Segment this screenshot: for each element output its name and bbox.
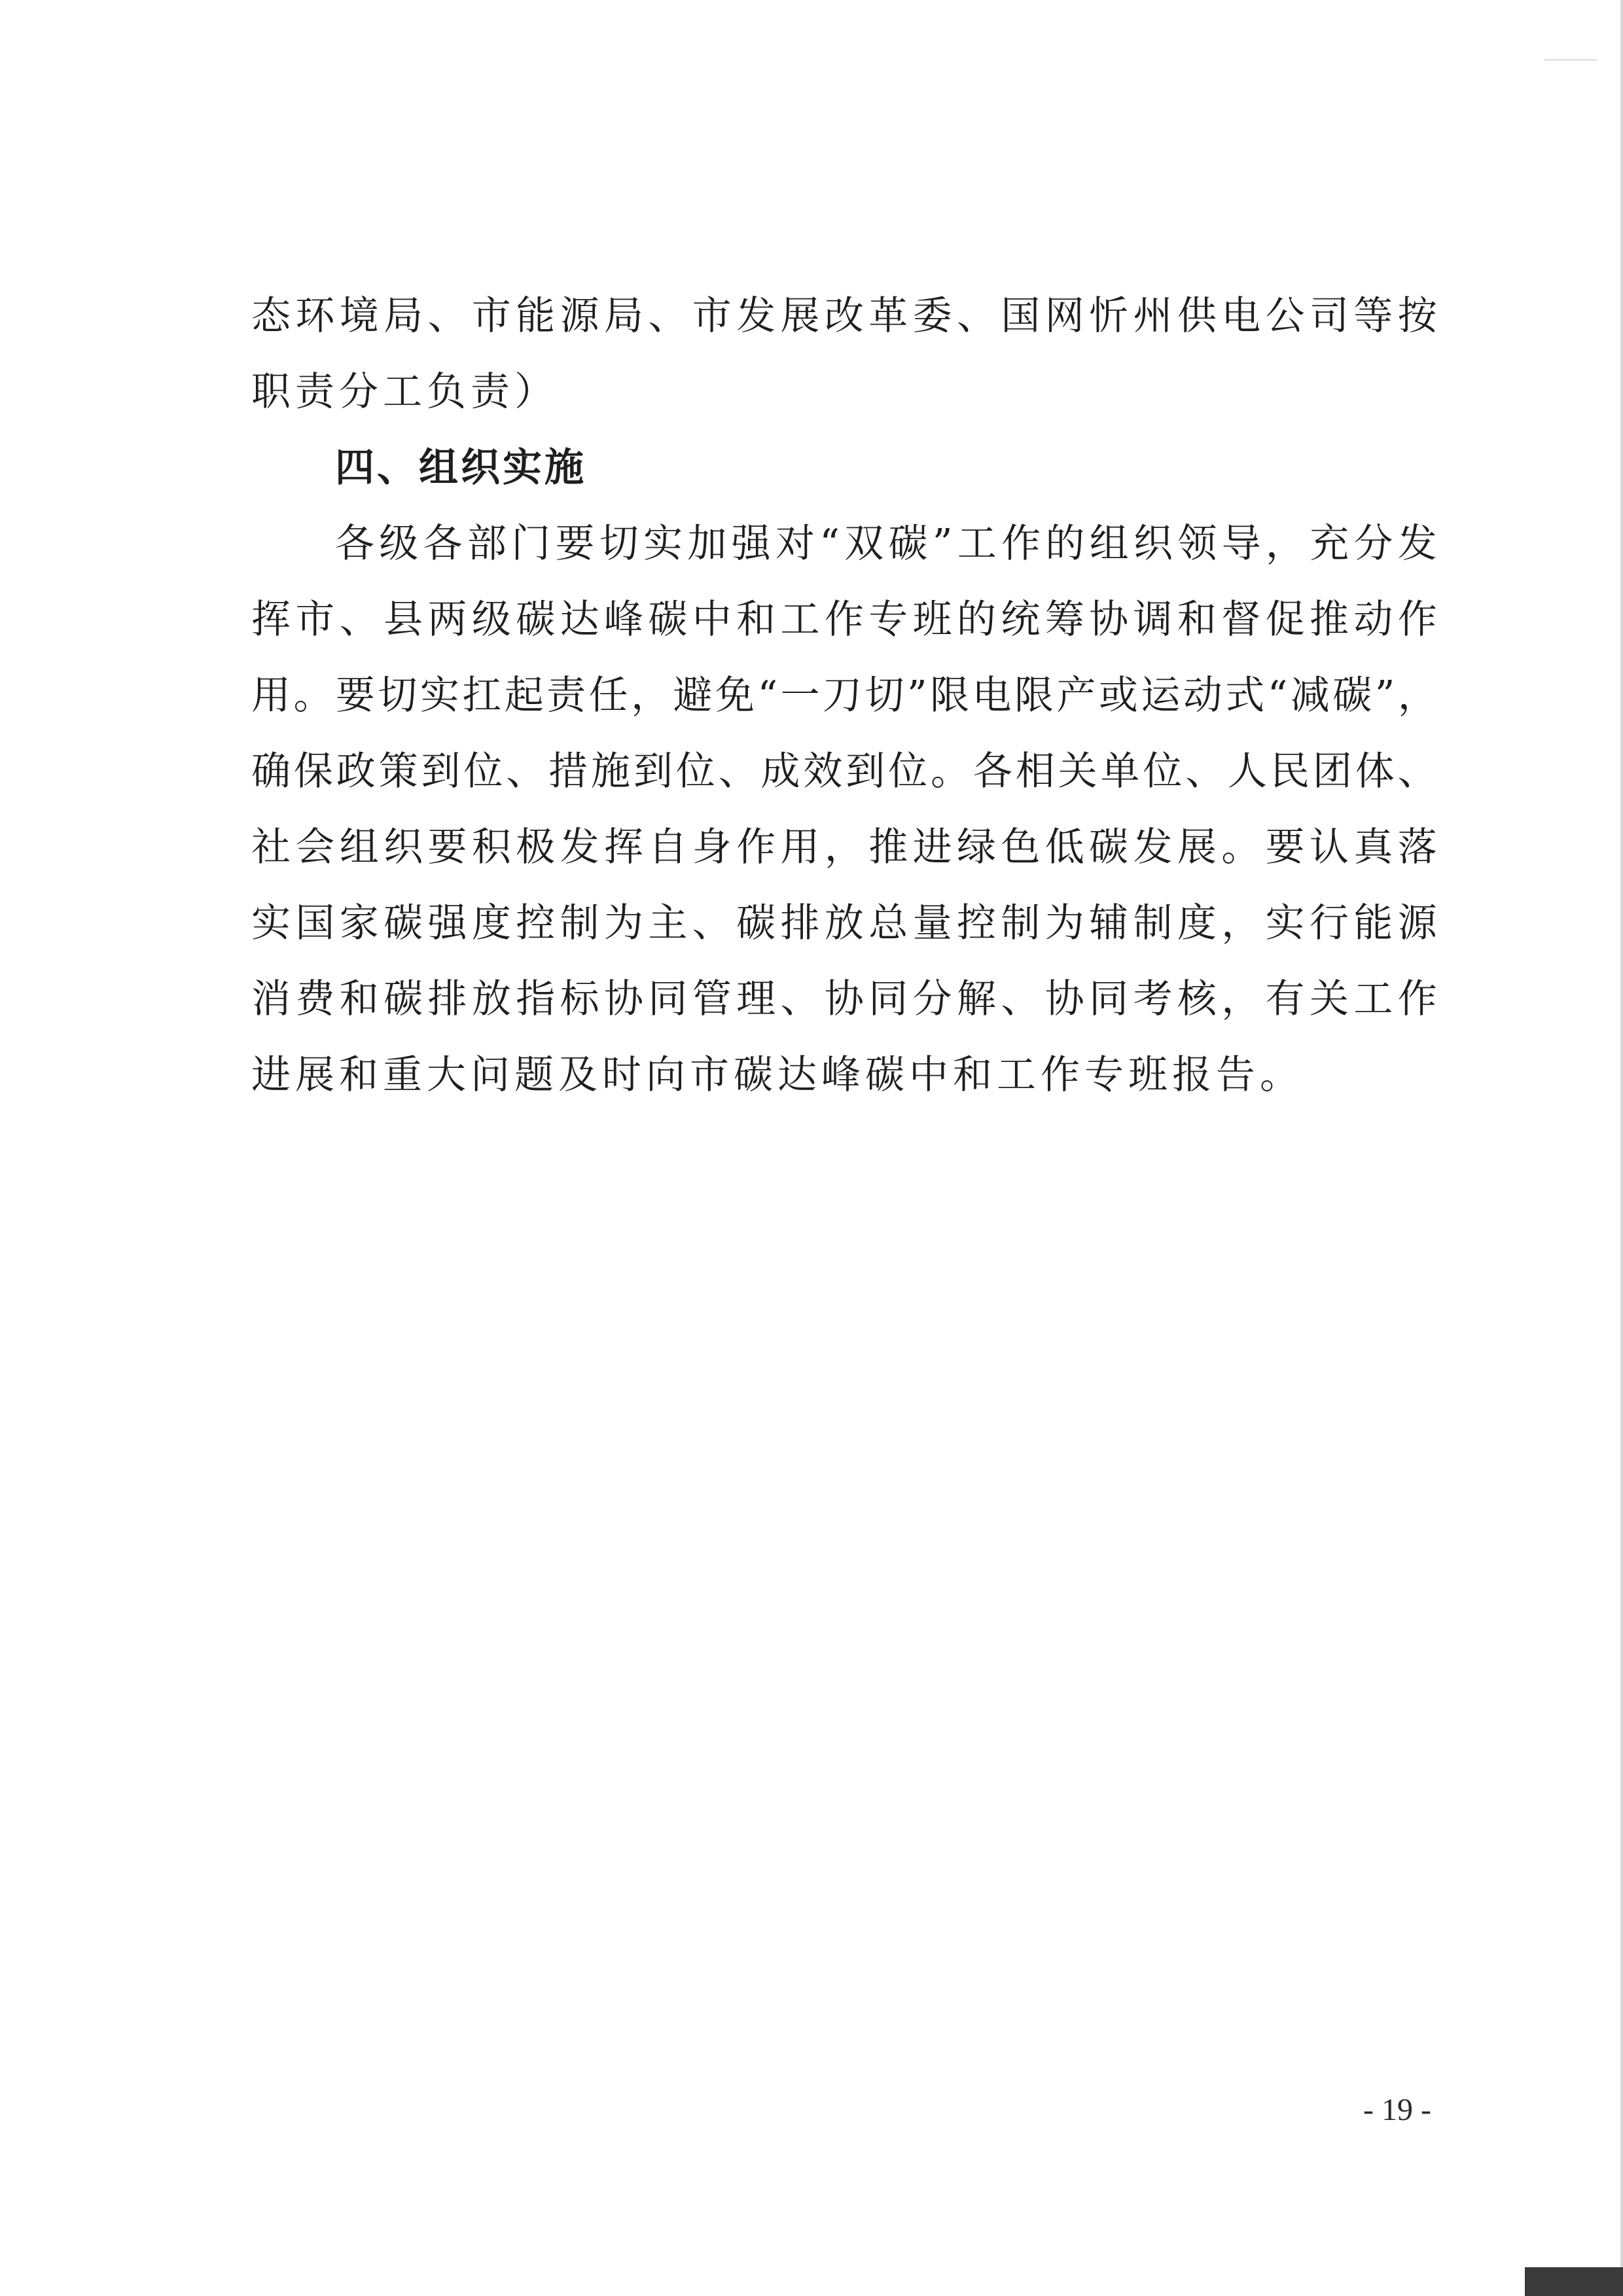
text-char: 挥 xyxy=(251,597,291,643)
text-char: 极 xyxy=(516,824,556,870)
text-char: 单 xyxy=(1100,749,1140,794)
text-char: 民 xyxy=(1270,749,1310,794)
text-char: 碳 xyxy=(736,900,776,946)
text-char: ， xyxy=(1221,976,1261,1022)
text-char: 主 xyxy=(648,900,688,946)
text-char: 实 xyxy=(643,521,683,567)
text-char: 电 xyxy=(1221,293,1261,339)
text-char: ， xyxy=(1397,673,1437,718)
text-char: 排 xyxy=(780,900,820,946)
text-char: 协 xyxy=(824,976,864,1022)
text-char: 切 xyxy=(865,673,904,718)
text-char: 展 xyxy=(1177,824,1217,870)
text-char: 色 xyxy=(1001,824,1041,870)
text-char: 要 xyxy=(555,521,595,567)
text-char: 作 xyxy=(1397,597,1437,643)
text-char: 控 xyxy=(516,900,556,946)
text-char: 会 xyxy=(295,824,335,870)
text-char: “ xyxy=(757,673,778,718)
text-char: 有 xyxy=(1265,976,1305,1022)
text-char: 或 xyxy=(1098,673,1138,718)
text-char: 国 xyxy=(295,900,335,946)
text-char: 减 xyxy=(1290,673,1330,718)
text-char: 碳 xyxy=(1089,824,1129,870)
text-char: 辅 xyxy=(1089,900,1129,946)
text-char: 总 xyxy=(868,900,908,946)
text-char: 要 xyxy=(1265,824,1305,870)
text-line-10 xyxy=(251,961,1437,1037)
text-char: 团 xyxy=(1312,749,1352,794)
text-char: 级 xyxy=(379,521,419,567)
text-char: 作 xyxy=(824,597,864,643)
text-char: ” xyxy=(932,521,953,567)
text-char: 协 xyxy=(1089,597,1129,643)
text-char: “ xyxy=(1267,673,1288,718)
text-char: 、 xyxy=(339,597,379,643)
text-char: 强 xyxy=(731,521,771,567)
text-char: 量 xyxy=(912,900,952,946)
text-char: 限 xyxy=(930,673,970,718)
text-char: 源 xyxy=(560,293,599,339)
text-char: ， xyxy=(824,824,864,870)
text-char: 双 xyxy=(844,521,884,567)
text-char: 实 xyxy=(419,673,459,718)
text-line-5 xyxy=(251,582,1437,658)
text-char: 体 xyxy=(1355,749,1395,794)
text-char: 督 xyxy=(1221,597,1261,643)
text-char: ， xyxy=(631,673,671,718)
text-char: 制 xyxy=(1133,900,1173,946)
text-char: 运 xyxy=(1141,673,1181,718)
text-char: 调 xyxy=(1133,597,1173,643)
text-char: 制 xyxy=(560,900,599,946)
text-char: 各 xyxy=(423,521,463,567)
text-char: ” xyxy=(906,673,927,718)
text-char: 和 xyxy=(736,597,776,643)
text-char: 按 xyxy=(1397,293,1437,339)
text-char: 和 xyxy=(1177,597,1217,643)
text-char: 发 xyxy=(560,824,599,870)
text-char: 、 xyxy=(1185,749,1225,794)
text-char: 消 xyxy=(251,976,291,1022)
text-char: 管 xyxy=(692,976,732,1022)
text-char: 位 xyxy=(463,749,503,794)
text-char: 碳 xyxy=(648,597,688,643)
text-char: 扛 xyxy=(462,673,502,718)
text-char: 网 xyxy=(1044,293,1084,339)
scan-corner xyxy=(1525,2267,1623,2296)
text-char: 作 xyxy=(1001,521,1041,567)
text-char: 措 xyxy=(548,749,588,794)
text-char: 到 xyxy=(633,749,673,794)
text-char: 源 xyxy=(1397,900,1437,946)
text-char: 、 xyxy=(692,900,732,946)
text-char: 导 xyxy=(1221,521,1261,567)
text-char: 推 xyxy=(868,824,908,870)
text-line-9 xyxy=(251,885,1437,961)
text-char: 州 xyxy=(1133,293,1173,339)
text-char: 、 xyxy=(506,749,546,794)
text-char: 责 xyxy=(546,673,586,718)
text-char: 动 xyxy=(1353,597,1393,643)
text-char: 社 xyxy=(251,824,291,870)
text-char: 协 xyxy=(604,976,643,1022)
text-char: 排 xyxy=(427,976,467,1022)
text-char: 改 xyxy=(824,293,864,339)
text-char: 位 xyxy=(1143,749,1183,794)
text-char: 中 xyxy=(692,597,732,643)
text-char: 等 xyxy=(1353,293,1393,339)
text-char: 免 xyxy=(715,673,755,718)
text-char: 、 xyxy=(718,749,758,794)
text-char: ， xyxy=(1221,900,1261,946)
text-line-1 xyxy=(251,278,1437,354)
text-char: 境 xyxy=(339,293,379,339)
text-char: 碳 xyxy=(383,976,423,1022)
text-char: 公 xyxy=(1265,293,1305,339)
text-char: 、 xyxy=(427,293,467,339)
text-char: 作 xyxy=(736,824,776,870)
text-char: 组 xyxy=(1089,521,1129,567)
text-char: 和 xyxy=(339,976,379,1022)
text-char: 推 xyxy=(1310,597,1349,643)
text-char: 。 xyxy=(1221,824,1261,870)
text-char: 确 xyxy=(251,749,291,794)
text-char: 放 xyxy=(471,976,511,1022)
text-char: 任 xyxy=(588,673,628,718)
text-char: 态 xyxy=(251,293,291,339)
text-char: 加 xyxy=(687,521,727,567)
scan-mark xyxy=(1544,59,1597,61)
text-char: 标 xyxy=(560,976,599,1022)
text-line-6 xyxy=(251,658,1437,733)
text-char: 度 xyxy=(471,900,511,946)
text-char: 供 xyxy=(1177,293,1217,339)
text-char: 真 xyxy=(1353,824,1393,870)
section-heading: 四、组织实施 xyxy=(335,445,586,491)
text-char: 电 xyxy=(972,673,1012,718)
text-char: 施 xyxy=(591,749,630,794)
text-char: 控 xyxy=(957,900,996,946)
text-char: 关 xyxy=(1058,749,1097,794)
text-char: 绿 xyxy=(957,824,996,870)
text-char: 统 xyxy=(1001,597,1041,643)
text-char: 指 xyxy=(516,976,556,1022)
text-char: 认 xyxy=(1310,824,1349,870)
text-char: 同 xyxy=(868,976,908,1022)
text-char: 效 xyxy=(803,749,843,794)
text-char: 工 xyxy=(957,521,997,567)
text-char: 国 xyxy=(1001,293,1041,339)
text-char: 筹 xyxy=(1044,597,1084,643)
text-char: 刀 xyxy=(823,673,863,718)
text-char: 碳 xyxy=(516,597,556,643)
text-char: 市 xyxy=(692,293,732,339)
text-char: 一 xyxy=(780,673,820,718)
text-char: 革 xyxy=(868,293,908,339)
text-char: 为 xyxy=(1044,900,1084,946)
text-char: 碳 xyxy=(888,521,928,567)
text-char: 成 xyxy=(760,749,800,794)
text-char: 切 xyxy=(378,673,418,718)
text-char: 考 xyxy=(1133,976,1173,1022)
text-char: 位 xyxy=(675,749,715,794)
text-char: 织 xyxy=(383,824,423,870)
text-char: 、 xyxy=(957,293,996,339)
text-char: 对 xyxy=(775,521,815,567)
text-char: 组 xyxy=(339,824,379,870)
text-char: 避 xyxy=(673,673,713,718)
text-char: 局 xyxy=(383,293,423,339)
text-char: 协 xyxy=(1044,976,1084,1022)
text-char: 分 xyxy=(912,976,952,1022)
text-char: 人 xyxy=(1228,749,1268,794)
text-char: 市 xyxy=(471,293,511,339)
page-number: - 19 - xyxy=(1363,2093,1431,2127)
text-char: 发 xyxy=(736,293,776,339)
text-char: 、 xyxy=(1397,749,1437,794)
text-char: 班 xyxy=(912,597,952,643)
text-char: ” xyxy=(1374,673,1395,718)
text-char: 位 xyxy=(888,749,928,794)
text-char: 积 xyxy=(471,824,511,870)
text-char: 核 xyxy=(1177,976,1217,1022)
text-char: 解 xyxy=(957,976,996,1022)
text-char: 到 xyxy=(846,749,885,794)
text-char: 、 xyxy=(1001,976,1041,1022)
text-char: 县 xyxy=(383,597,423,643)
text-char: 动 xyxy=(1183,673,1222,718)
text-char: 相 xyxy=(1015,749,1055,794)
text-char: 实 xyxy=(1265,900,1305,946)
text-char: 制 xyxy=(1001,900,1041,946)
text-char: 碳 xyxy=(383,900,423,946)
text-char: 充 xyxy=(1310,521,1349,567)
text-char: 、 xyxy=(780,976,820,1022)
text-char: 局 xyxy=(604,293,643,339)
text-char: 织 xyxy=(1133,521,1173,567)
text-char: 低 xyxy=(1044,824,1084,870)
text-char: 司 xyxy=(1310,293,1349,339)
text-char: ， xyxy=(1265,521,1305,567)
body-text xyxy=(251,278,1437,1113)
text-char: 产 xyxy=(1056,673,1096,718)
text-char: 策 xyxy=(378,749,418,794)
text-char: 到 xyxy=(421,749,461,794)
text-char: 领 xyxy=(1177,521,1217,567)
text-char: 要 xyxy=(335,673,375,718)
text-char: 。 xyxy=(931,749,970,794)
text-char: 用 xyxy=(251,673,291,718)
text-char: 身 xyxy=(692,824,732,870)
text-char: 门 xyxy=(511,521,551,567)
text-char: 碳 xyxy=(1332,673,1372,718)
text-char: 政 xyxy=(336,749,376,794)
text-char: 部 xyxy=(467,521,507,567)
text-char: 落 xyxy=(1397,824,1437,870)
text-line-7 xyxy=(251,733,1437,809)
text-char: 专 xyxy=(868,597,908,643)
text-char: 的 xyxy=(957,597,996,643)
text-char: 为 xyxy=(604,900,643,946)
text-char: 能 xyxy=(516,293,556,339)
text-char: 起 xyxy=(504,673,544,718)
text-line-4 xyxy=(251,506,1437,582)
text-char: 放 xyxy=(824,900,864,946)
text-char: 式 xyxy=(1225,673,1265,718)
text-line-2: 职责分工负责） xyxy=(251,369,558,415)
text-char: 度 xyxy=(1177,900,1217,946)
text-char: 工 xyxy=(780,597,820,643)
text-char: 达 xyxy=(560,597,599,643)
text-char: 各 xyxy=(972,749,1012,794)
text-char: 工 xyxy=(1353,976,1393,1022)
text-char: 行 xyxy=(1310,900,1349,946)
text-char: 保 xyxy=(293,749,333,794)
text-char: 环 xyxy=(295,293,335,339)
text-char: 展 xyxy=(780,293,820,339)
text-line-11: 进展和重大问题及时向市碳达峰碳中和工作专班报告。 xyxy=(251,1052,1304,1098)
text-char: 家 xyxy=(339,900,379,946)
text-char: “ xyxy=(819,521,840,567)
text-char: 忻 xyxy=(1089,293,1129,339)
text-char: 作 xyxy=(1397,976,1437,1022)
text-char: 关 xyxy=(1310,976,1349,1022)
text-char: 各 xyxy=(335,521,374,567)
text-char: 市 xyxy=(295,597,335,643)
text-char: 实 xyxy=(251,900,291,946)
text-char: 同 xyxy=(648,976,688,1022)
text-char: 挥 xyxy=(604,824,643,870)
text-char: 限 xyxy=(1014,673,1054,718)
text-char: 用 xyxy=(780,824,820,870)
text-char: 发 xyxy=(1133,824,1173,870)
text-char: 、 xyxy=(648,293,688,339)
text-char: 切 xyxy=(599,521,639,567)
text-char: 两 xyxy=(427,597,467,643)
text-char: 分 xyxy=(1353,521,1393,567)
text-char: 级 xyxy=(471,597,511,643)
text-char: 同 xyxy=(1089,976,1129,1022)
text-char: 的 xyxy=(1045,521,1085,567)
text-char: 要 xyxy=(427,824,467,870)
text-char: 促 xyxy=(1265,597,1305,643)
scan-edge xyxy=(1620,0,1623,2296)
text-char: 能 xyxy=(1353,900,1393,946)
text-char: 委 xyxy=(912,293,952,339)
text-char: 发 xyxy=(1397,521,1437,567)
text-char: 峰 xyxy=(604,597,643,643)
text-char: 费 xyxy=(295,976,335,1022)
text-char: 强 xyxy=(427,900,467,946)
text-char: 进 xyxy=(912,824,952,870)
text-char: 理 xyxy=(736,976,776,1022)
text-char: 自 xyxy=(648,824,688,870)
text-char: 。 xyxy=(293,673,333,718)
text-line-8 xyxy=(251,809,1437,885)
